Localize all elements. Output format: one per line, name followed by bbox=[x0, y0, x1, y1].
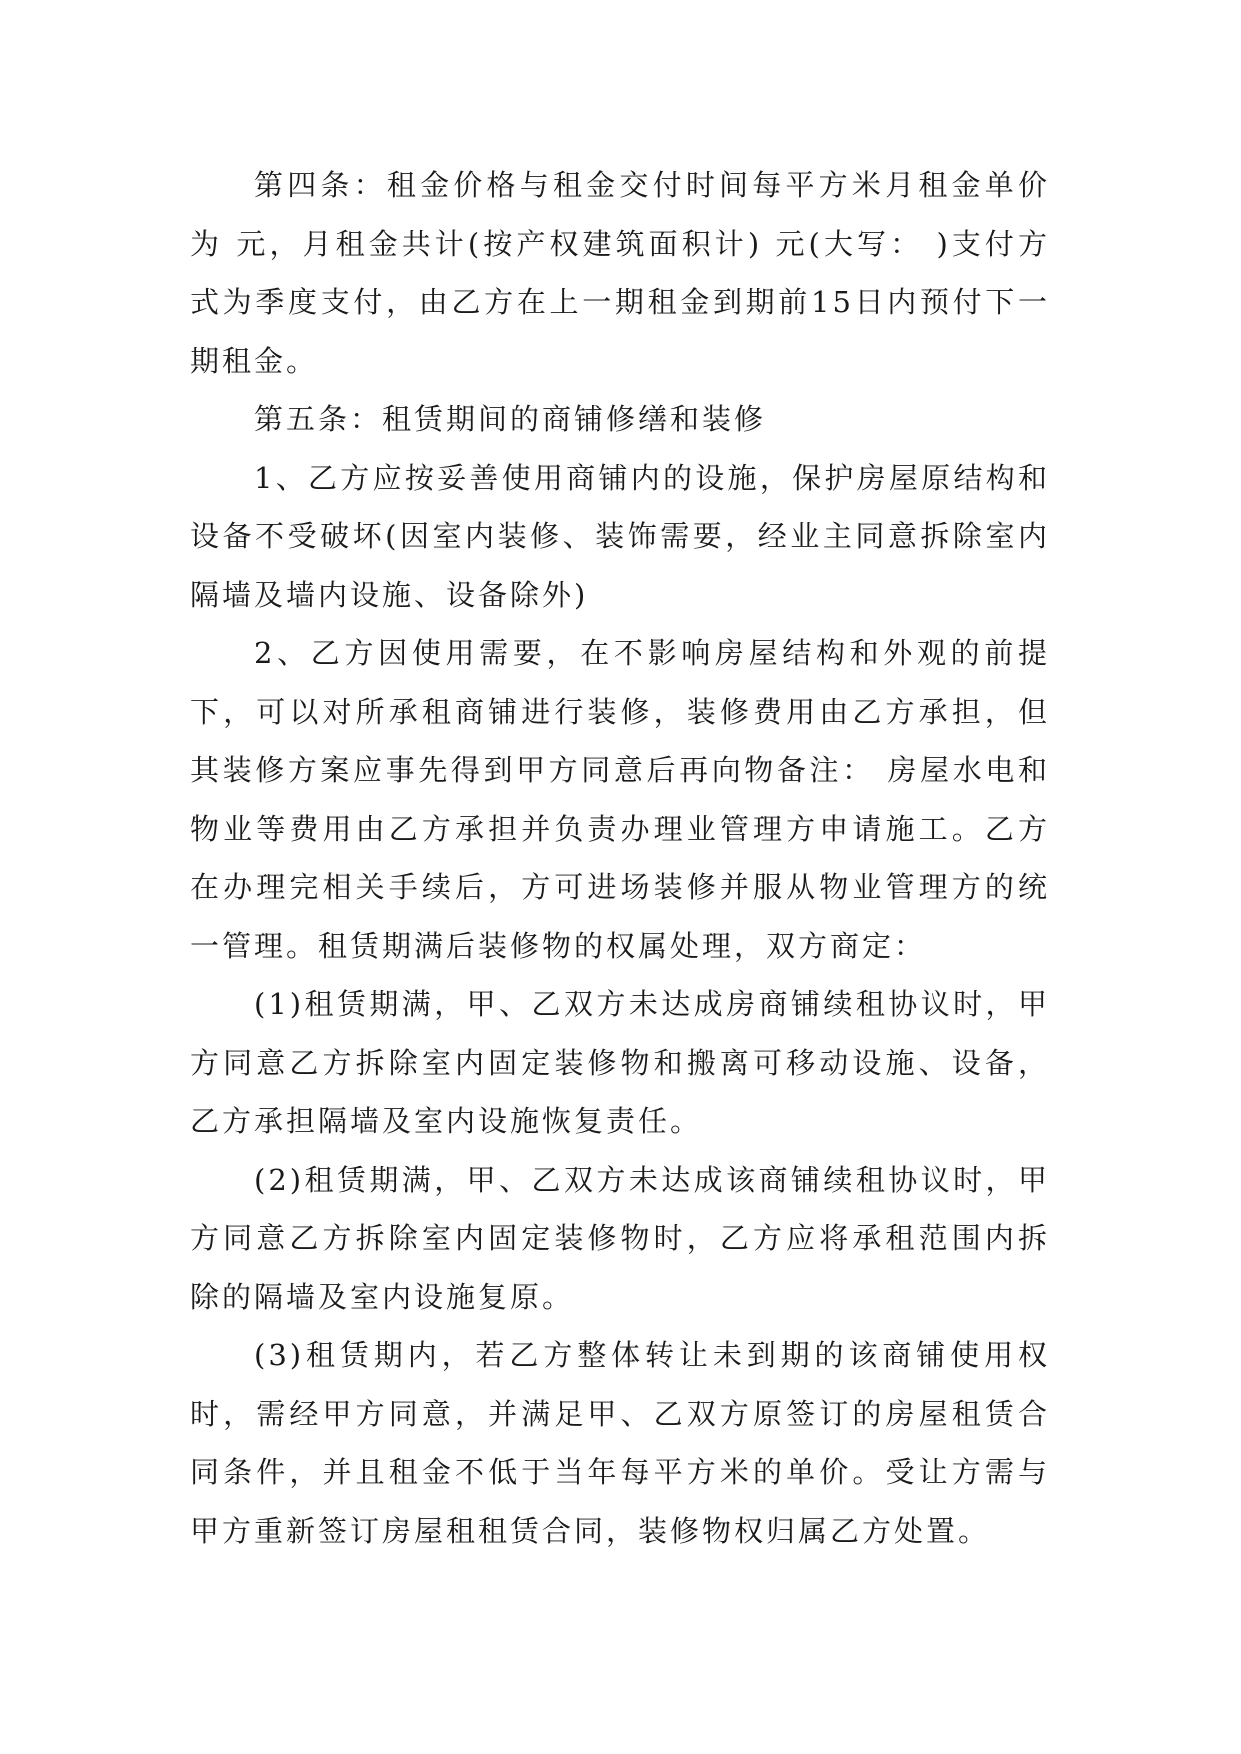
paragraph-subclause-1: (1)租赁期满，甲、乙双方未达成房商铺续租协议时，甲方同意乙方拆除室内固定装修物和搬离可移动设施、设备，乙方承担隔墙及室内设施恢复责任。 bbox=[190, 987, 1050, 1138]
paragraph-clause-1: 1、乙方应按妥善使用商铺内的设施，保护房屋原结构和设备不受破坏(因室内装修、装饰需要，经业主同意拆除室内隔墙及墙内设施、设备除外) bbox=[190, 460, 1050, 612]
paragraph-subclause-3: (3)租赁期内，若乙方整体转让未到期的该商铺使用权时，需经甲方同意，并满足甲、乙双方原签订的房屋租赁合同条件，并且租金不低于当年每平方米的单价。受让方需与甲方重新签订房屋租租赁合同，装修物权归属乙方处置。 bbox=[190, 1338, 1050, 1548]
paragraph-article-5-heading: 第五条：租赁期间的商铺修缮和装修 bbox=[254, 402, 767, 436]
document-body bbox=[190, 156, 1050, 1560]
paragraph-clause-2: 2、乙方因使用需要，在不影响房屋结构和外观的前提下，可以对所承租商铺进行装修，装修费用由乙方承担，但其装修方案应事先得到甲方同意后再向物备注： 房屋水电和物业等费用由乙方承担并负责办理业管理方申请施工。乙方在办理完相关手续后，方可进场装修并服从物业管理方的统一管理。租赁期满后装修物的权属处理，双方商定： bbox=[190, 636, 1050, 963]
paragraph-article-4-rent: 第四条：租金价格与租金交付时间每平方米月租金单价为 元，月租金共计(按产权建筑面积计) 元(大写： )支付方式为季度支付，由乙方在上一期租金到期前15日内预付下一期租金。 bbox=[190, 168, 1050, 378]
paragraph-subclause-2: (2)租赁期满，甲、乙双方未达成该商铺续租协议时，甲方同意乙方拆除室内固定装修物时，乙方应将承租范围内拆除的隔墙及室内设施复原。 bbox=[190, 1162, 1050, 1314]
